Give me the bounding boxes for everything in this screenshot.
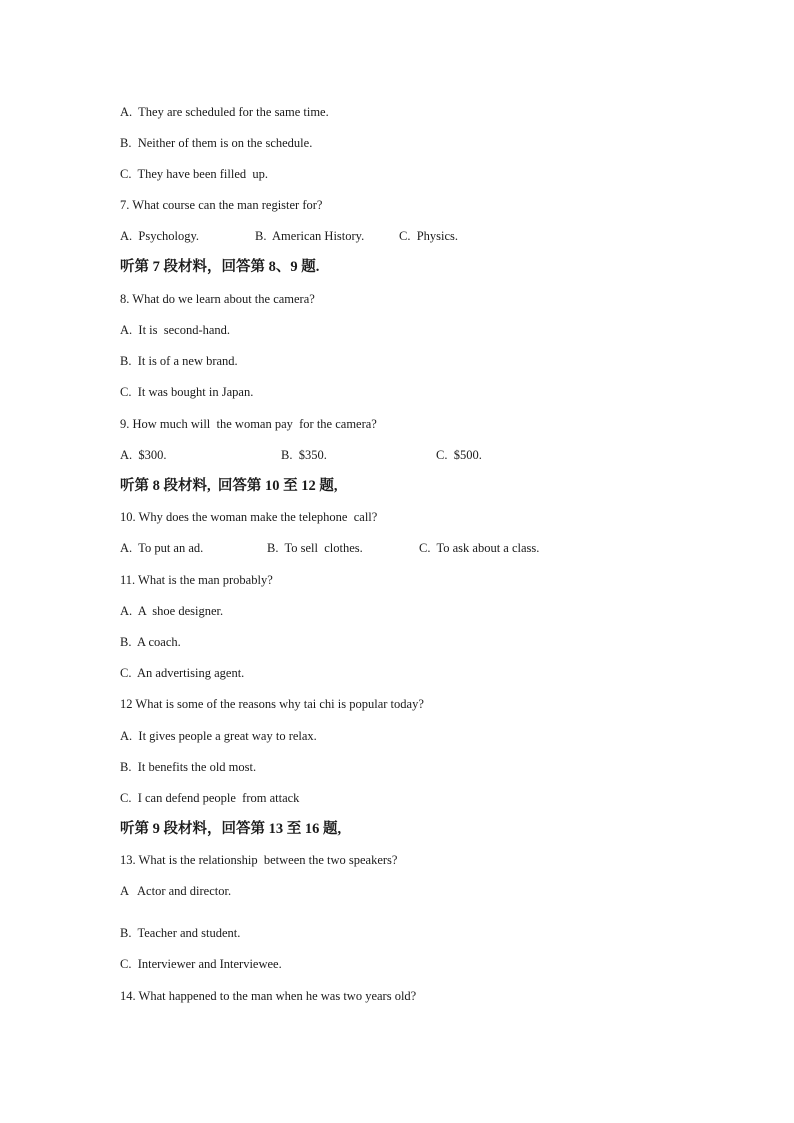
option-line: B. A coach. [120,635,181,649]
option-line: C. An advertising agent. [120,666,245,680]
question-10: 10. Why does the woman make the telephone call? [120,510,378,524]
option-line: B. It is of a new brand. [120,354,238,368]
section-heading: 听第 8 段材料, 回答第 10 至 12 题, [120,478,338,494]
option-line: C. It was bought in Japan. [120,385,254,399]
option-line: A. Psychology. [120,229,200,243]
option-line: A. $300. [120,448,167,462]
option-line: C. To ask about a class. [419,541,540,555]
option-line: B. It benefits the old most. [120,760,257,774]
option-line: B. To sell clothes. [267,541,363,555]
option-line: A. To put an ad. [120,541,204,555]
option-line: B. Neither of them is on the schedule. [120,136,313,150]
section-heading: 听第 7 段材料，回答第 8、9 题. [120,259,320,275]
question-11: 11. What is the man probably? [120,573,273,587]
option-line: A. It is second-hand. [120,323,231,337]
option-line: A. They are scheduled for the same time. [120,105,329,119]
section-heading: 听第 9 段材料，回答第 13 至 16 题, [120,821,342,837]
option-line: A. A shoe designer. [120,604,224,618]
question-7: 7. What course can the man register for? [120,198,323,212]
question-13: 13. What is the relationship between the two speakers? [120,853,398,867]
question-12: 12 What is some of the reasons why tai chi is popular today? [120,697,424,711]
option-line: B. $350. [281,448,327,462]
option-line: C. They have been filled up. [120,167,268,181]
option-line: C. I can defend people from attack [120,791,300,805]
option-line: C. $500. [436,448,482,462]
option-line: A. It gives people a great way to relax. [120,729,317,743]
option-line: C. Interviewer and Interviewee. [120,957,282,971]
option-line: A Actor and director. [120,884,232,898]
question-9: 9. How much will the woman pay for the camera? [120,417,377,431]
question-8: 8. What do we learn about the camera? [120,292,315,306]
question-14: 14. What happened to the man when he was two years old? [120,989,417,1003]
option-line: B. American History. [255,229,365,243]
option-line: B. Teacher and student. [120,926,241,940]
option-line: C. Physics. [399,229,459,243]
